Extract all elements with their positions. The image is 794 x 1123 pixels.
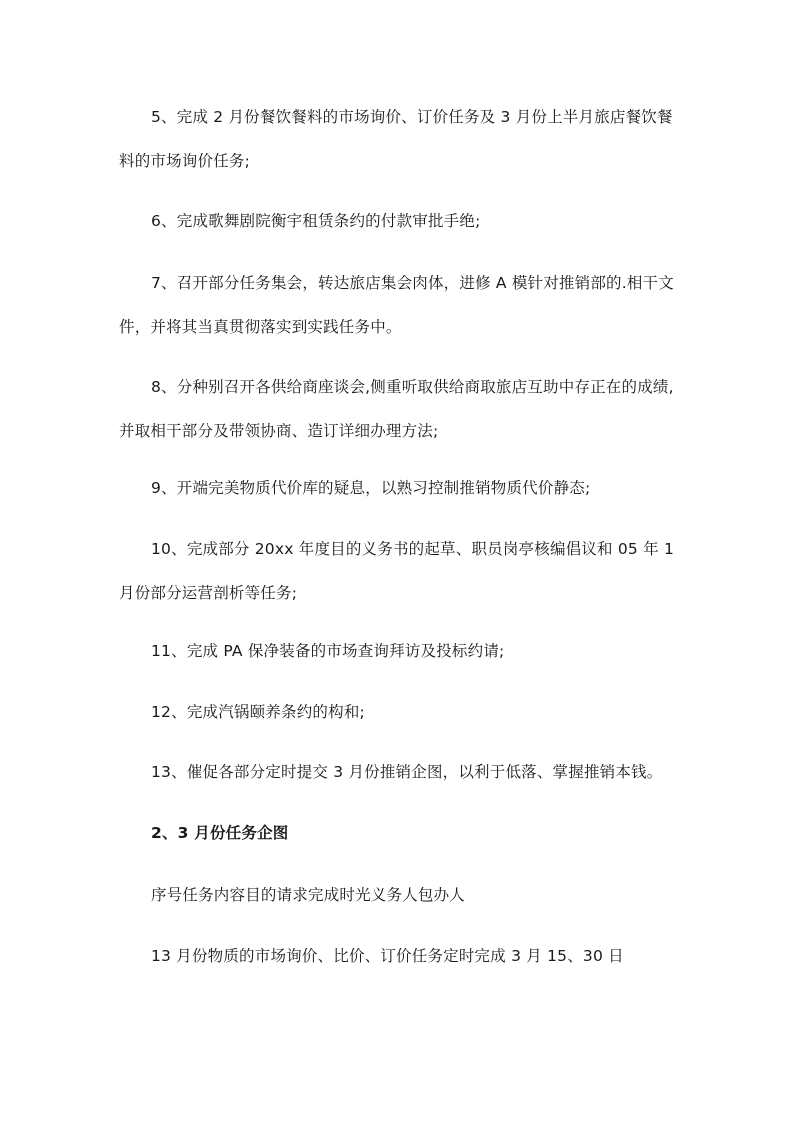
paragraph-item-5 xyxy=(119,95,679,183)
paragraph-line: 11、完成 PA 保净装备的市场查询拜访及投标约请; xyxy=(151,642,505,660)
paragraph-item-10 xyxy=(119,527,679,615)
paragraph-line: 料的市场询价任务; xyxy=(119,152,251,170)
paragraph-line: 9、开端完美物质代价库的疑息，以熟习控制推销物质代价静态; xyxy=(151,479,591,497)
paragraph-item-12 xyxy=(119,690,679,734)
paragraph-line: 7、召开部分任务集会，转达旅店集会肉体，进修 A 模针对推销部的.相干文 xyxy=(151,274,674,292)
paragraph-line: 10、完成部分 20xx 年度目的义务书的起草、职员岗亭核编倡议和 05 年 1 xyxy=(151,540,675,558)
paragraph-line: 13、催促各部分定时提交 3 月份推销企图，以利于低落、掌握推销本钱。 xyxy=(151,763,663,781)
paragraph-line: 6、完成歌舞剧院衡宇租赁条约的付款审批手绝; xyxy=(151,212,481,230)
paragraph-line: 月份部分运营剖析等任务; xyxy=(119,584,298,602)
paragraph-line: 12、完成汽锅颐养条约的构和; xyxy=(151,703,365,721)
paragraph-line: 序号任务内容目的请求完成时光义务人包办人 xyxy=(151,886,466,904)
section-heading xyxy=(119,811,679,855)
paragraph-item-11 xyxy=(119,629,679,673)
paragraph-item-13 xyxy=(119,750,679,794)
paragraph-item-8 xyxy=(119,365,679,453)
table-row-text xyxy=(119,934,679,978)
paragraph-item-9 xyxy=(119,466,679,510)
paragraph-item-6 xyxy=(119,199,679,243)
paragraph-line: 13 月份物质的市场询价、比价、订价任务定时完成 3 月 15、30 日 xyxy=(151,947,624,965)
section-heading-text: 2、3 月份任务企图 xyxy=(151,824,289,842)
paragraph-line: 8、分种别召开各供给商座谈会,侧重听取供给商取旅店互助中存正在的成绩, xyxy=(151,378,674,396)
paragraph-line: 5、完成 2 月份餐饮餐料的市场询价、订价任务及 3 月份上半月旅店餐饮餐 xyxy=(151,108,673,126)
paragraph-line: 件，并将其当真贯彻落实到实践任务中。 xyxy=(119,318,402,336)
paragraph-item-7 xyxy=(119,261,679,349)
table-header-text xyxy=(119,873,679,917)
paragraph-line: 并取相干部分及带领协商、造订详细办理方法; xyxy=(119,422,439,440)
